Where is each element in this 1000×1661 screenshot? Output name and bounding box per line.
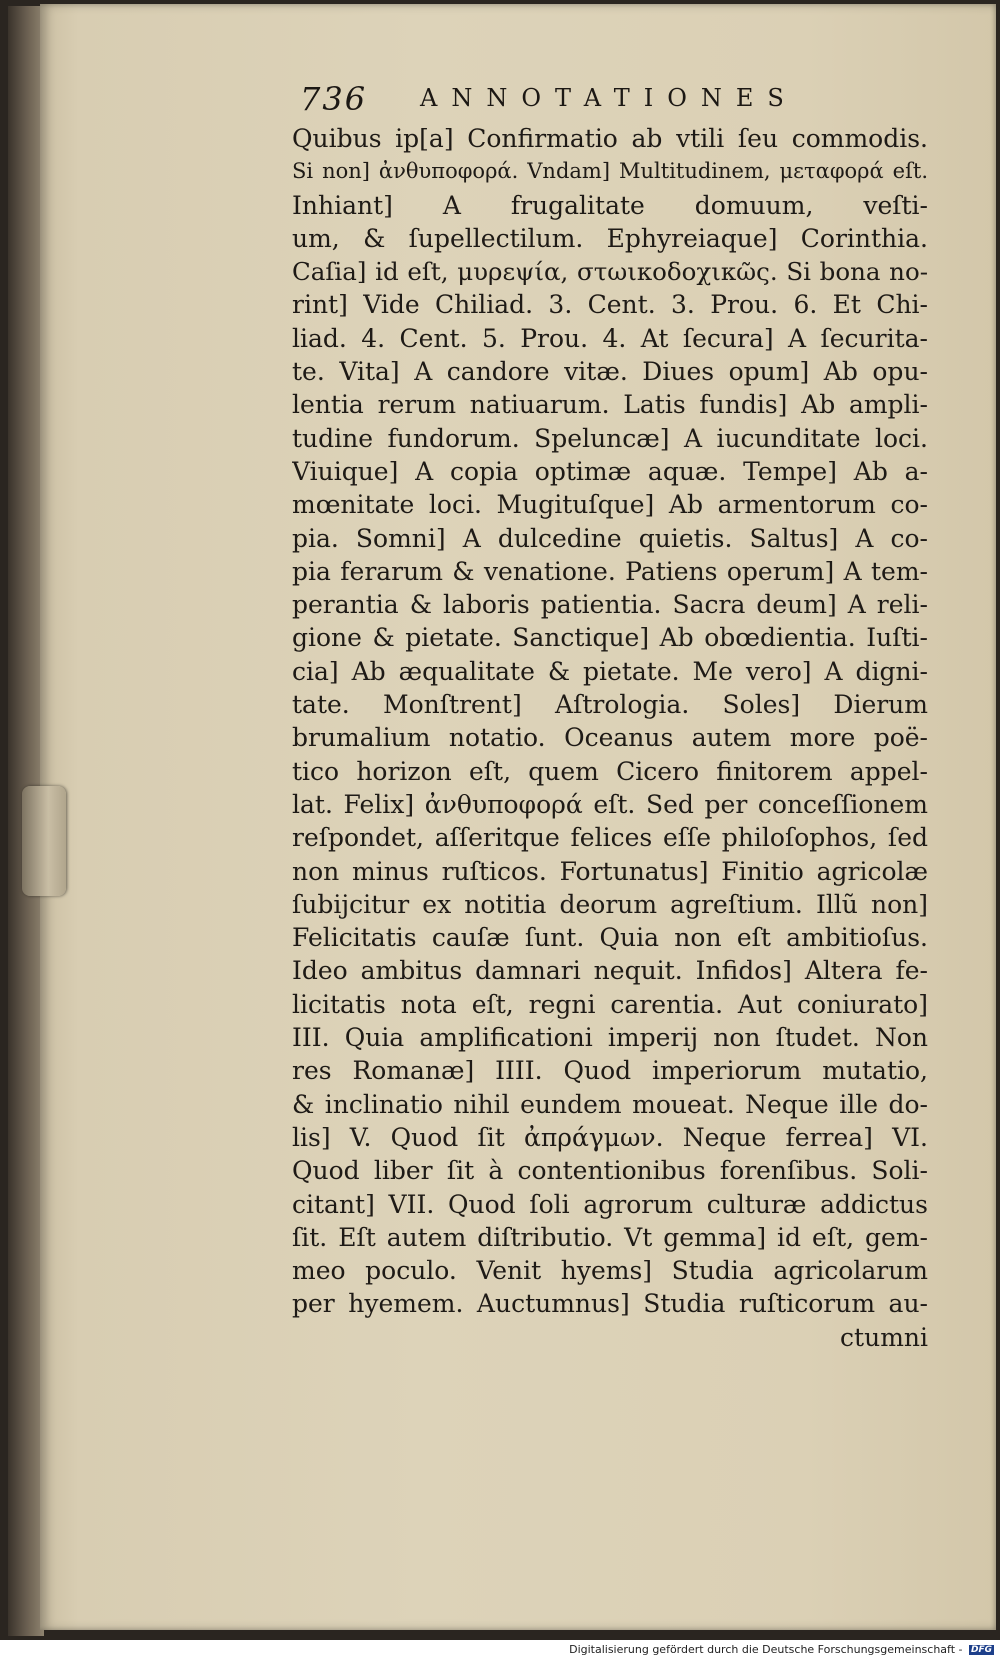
text-line: reſpondet, aſſeritque felices eſſe philoſophos, ſed: [292, 823, 928, 853]
text-line: tudine fundorum. Speluncæ] A iucunditate loci.: [292, 423, 928, 453]
text-line: Viuique] A copia optimæ aquæ. Tempe] Ab a-: [292, 456, 928, 486]
text-line: ſit. Eſt autem diſtributio. Vt gemma] id eſt, gem-: [292, 1222, 928, 1252]
body-text: [292, 122, 928, 1354]
text-line: Quod liber ſit à contentionibus forenſibus. Soli-: [292, 1156, 928, 1186]
text-line: mœnitate loci. Mugituſque] Ab armentorum co-: [292, 490, 928, 520]
text-line: Caſia] id eſt, μυρεψία, στωικοδοχικῶς. Si bona no-: [292, 257, 928, 287]
book-clasp: [22, 786, 66, 896]
text-line: brumalium notatio. Oceanus autem more poë-: [292, 723, 928, 753]
text-line: tico horizon eſt, quem Cicero finitorem appel-: [292, 756, 928, 786]
text-line: gione & pietate. Sanctique] Ab obœdientia. Iuſti-: [292, 623, 928, 653]
text-line: III. Quia amplificationi imperij non ſtudet. Non: [292, 1023, 928, 1053]
digitization-credit: [569, 1643, 994, 1656]
text-line: cia] Ab æqualitate & pietate. Me vero] A digni-: [292, 656, 928, 686]
text-line: citant] VII. Quod ſoli agrorum culturæ addictus: [292, 1189, 928, 1219]
text-line: non minus ruſticos. Fortunatus] Finitio agricolæ: [292, 856, 928, 886]
credit-text: Digitalisierung gefördert durch die Deutsche Forschungsgemeinschaft -: [569, 1643, 963, 1656]
text-line: Quibus ip[a] Confirmatio ab vtili ſeu commodis.: [292, 124, 928, 153]
dfg-logo: DFG: [970, 1645, 992, 1655]
text-line: per hyemem. Auctumnus] Studia ruſticorum au-: [292, 1289, 928, 1319]
text-line: lat. Felix] ἀνθυποφορά eſt. Sed per conceſſionem: [292, 789, 928, 819]
text-line: Inhiant] A frugalitate domuum, veſti-: [292, 190, 928, 220]
running-head: ANNOTATIONES: [420, 84, 798, 112]
text-line: meo poculo. Venit hyems] Studia agricolarum: [292, 1256, 928, 1286]
text-line: tate. Monſtrent] Aſtrologia. Soles] Dierum: [292, 690, 928, 720]
text-line: perantia & laboris patientia. Sacra deum] A reli-: [292, 590, 928, 620]
page-header: [300, 78, 860, 122]
text-line: pia ferarum & venatione. Patiens operum] A tem-: [292, 556, 928, 586]
catchword: ctumni: [840, 1322, 928, 1352]
text-line: Ideo ambitus damnari nequit. Infidos] Altera fe-: [292, 956, 928, 986]
text-line: um, & ſupellectilum. Ephyreiaque] Corinthia.: [292, 223, 928, 253]
text-line: Si non] ἀνθυποφορά. Vndam] Multitudinem, μεταφορά eſt.: [292, 159, 928, 184]
text-line: & inclinatio nihil eundem moueat. Neque ille do-: [292, 1089, 928, 1119]
text-line: lis] V. Quod ſit ἀπράγμων. Neque ferrea] VI.: [292, 1122, 928, 1152]
text-line: te. Vita] A candore vitæ. Diues opum] Ab opu-: [292, 357, 928, 387]
text-line: liad. 4. Cent. 5. Prou. 4. At ſecura] A ſecurita-: [292, 323, 928, 353]
text-line: res Romanæ] IIII. Quod imperiorum mutatio,: [292, 1056, 928, 1086]
text-line: ſubijcitur ex notitia deorum agreſtium. Illũ non]: [292, 889, 928, 919]
page-number: 736: [300, 80, 368, 118]
text-line: lentia rerum natiuarum. Latis fundis] Ab ampli-: [292, 390, 928, 420]
text-line: rint] Vide Chiliad. 3. Cent. 3. Prou. 6. Et Chi-: [292, 290, 928, 320]
text-line: licitatis nota eſt, regni carentia. Aut coniurato]: [292, 989, 928, 1019]
text-line: pia. Somni] A dulcedine quietis. Saltus] A co-: [292, 523, 928, 553]
text-line: Felicitatis cauſæ ſunt. Quia non eſt ambitioſus.: [292, 923, 928, 953]
